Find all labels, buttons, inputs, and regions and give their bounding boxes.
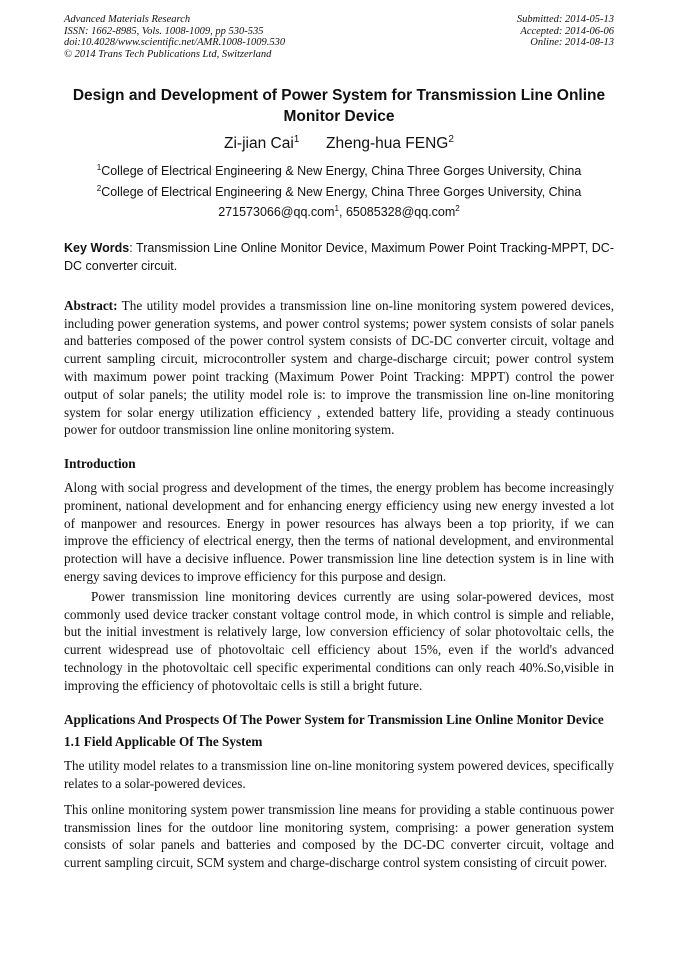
copyright-line: © 2014 Trans Tech Publications Ltd, Switzerland [64, 48, 272, 60]
publication-header [64, 14, 614, 60]
author-list [64, 134, 614, 153]
email-separator: , [339, 205, 346, 220]
abstract-text: The utility model provides a transmission line on-line monitoring system powered devices, including power generation systems, and power control systems; power system consists of solar panels and batteries composed of the power control system consists of DC-DC converter circuit, voltage and current sampling circuit, microcontroller system and charge-discharge circuit; power control system with maximum power point tracking (Maximum Power Point Tracking: MPPT) control the power output of solar panels; the utility model role is: to improve the transmission line on-line monitoring system for solar energy utilization efficiency , extended battery life, providing a steady continuous power for outdoor transmission line online monitoring system. [64, 297, 614, 438]
affiliation-superscript: 2 [96, 183, 102, 193]
author-superscript: 2 [448, 134, 454, 146]
affiliation-line [64, 182, 614, 203]
email-first: 271573066@qq.com [218, 205, 335, 220]
keywords-block [64, 239, 614, 275]
body-paragraph: The utility model relates to a transmission line on-line monitoring system powered devices, specifically relates to a solar-powered devices. [64, 758, 614, 791]
subsection-heading: 1.1 Field Applicable Of The System [64, 734, 263, 750]
body-paragraph: This online monitoring system power transmission line means for providing a stable continuous power transmission lines for the outdoor line monitoring system, comprising: a power generation system consists of solar panels and batteries and composed by the DC-DC converter circuit, voltage and current sampling circuit, SCM system and charge-discharge control system consisting of circuit power. [64, 801, 614, 871]
keywords-text: : Transmission Line Online Monitor Device, Maximum Power Point Tracking-MPPT, DC-DC converter circuit. [64, 240, 614, 273]
email-line [64, 202, 614, 223]
affiliations [64, 161, 614, 223]
keywords-label: Key Words [64, 240, 130, 255]
journal-name: Advanced Materials Research [64, 14, 191, 25]
affiliation-text: College of Electrical Engineering & New Energy, China Three Gorges University, China [101, 164, 582, 179]
author-name: Zheng-hua FENG [326, 135, 449, 153]
author-name: Zi-jian Cai [224, 135, 294, 153]
paper-page [64, 14, 614, 872]
intro-paragraph: Along with social progress and development of the times, the energy problem has become increasingly prominent, national development and for enhancing energy efficiency using new energy invested a lot of manpower and resources. Energy in power resources has always been a top priority, if we can improve the efficiency of electrical energy, then the terms of national development, and environmental protection will have a decisive influence. Power transmission line line detection system is in line with energy saving devices to improve efficiency for this purpose and design. [64, 480, 614, 585]
affiliation-text: College of Electrical Engineering & New Energy, China Three Gorges University, China [101, 184, 582, 199]
intro-paragraph: Power transmission line monitoring devices currently are using solar-powered devices, most commonly used device tracker constant voltage control mode, in which control is simple and reliable, but the initial investment is relatively large, low conversion efficiency of solar photovoltaic cells, the current widespread use of photovoltaic cell efficiency about 15%, even if the world's advanced technology in the photovoltaic cell specific experimental conditions can only reach 40%.So,visible in improving the efficiency of photovoltaic cells is still a bright future. [64, 588, 614, 693]
section-heading-applications: Applications And Prospects Of The Power System for Transmission Line Online Monitor Device [64, 711, 604, 727]
journal-info [64, 14, 285, 60]
paper-title: Design and Development of Power System for Transmission Line Online Monitor Device [72, 87, 606, 126]
section-heading-introduction: Introduction [64, 456, 136, 472]
submitted-date: Submitted: 2014-05-13 [516, 14, 614, 25]
online-date: Online: 2014-08-13 [530, 37, 614, 49]
accepted-date: Accepted: 2014-06-06 [520, 25, 614, 37]
author-superscript: 1 [293, 134, 300, 146]
email-second: 65085328@qq.com [345, 205, 456, 220]
abstract-label: Abstract: [64, 297, 118, 313]
doi-line: doi:10.4028/www.scientific.net/AMR.1008-1009.530 [64, 37, 286, 49]
email-superscript: 1 [334, 204, 339, 214]
dates-info [517, 14, 614, 60]
email-superscript: 2 [455, 204, 460, 214]
affiliation-superscript: 1 [96, 163, 102, 173]
affiliation-line [64, 161, 614, 182]
abstract-block [64, 297, 614, 439]
issn-line: ISSN: 1662-8985, Vols. 1008-1009, pp 530-535 [64, 25, 264, 37]
